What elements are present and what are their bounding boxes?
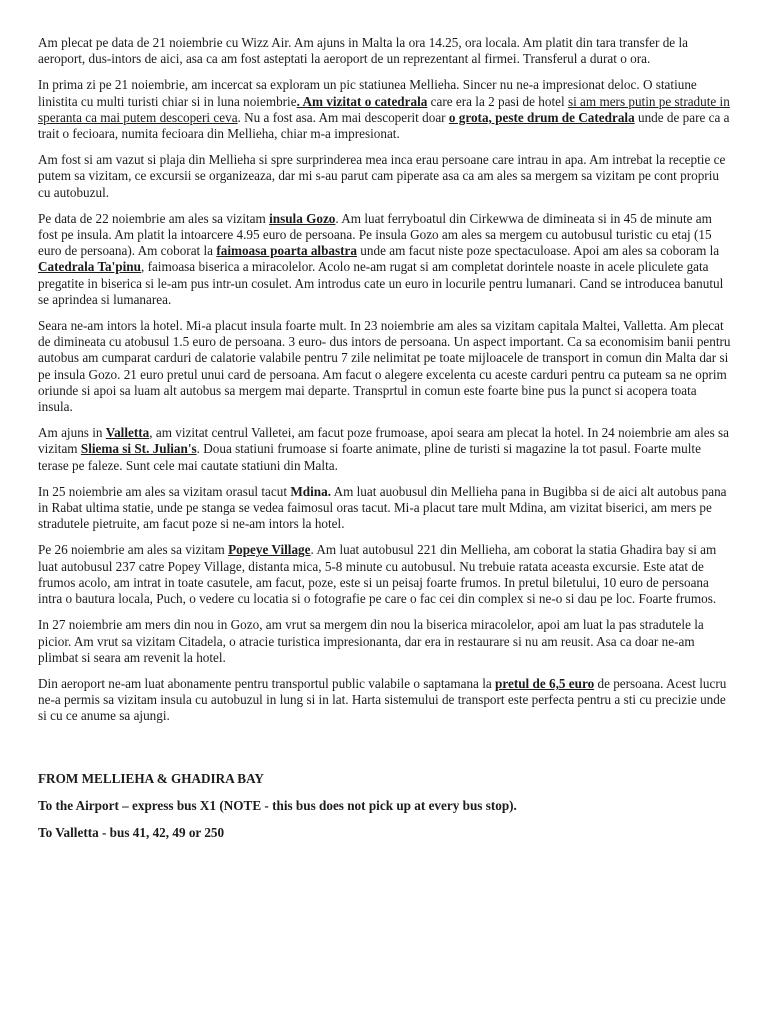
text-segment: Din aeroport ne-am luat abonamente pentru transportul public valabile o saptamana la <box>38 675 496 691</box>
text-segment: care era la 2 pasi de hotel <box>427 93 568 109</box>
text-segment: In 25 noiembrie am ales sa vizitam orasul tacut <box>38 483 291 499</box>
text-segment: In 27 noiembrie am mers din nou in Gozo, am vrut sa mergem din nou la biserica miracolelor, apoi am luat la pas stradutele la picior. Am vrut sa vizitam Citadela, o atracie turistica impresionanta, dar era in restaurare si nu am reusit. Asa ca doar ne-am plimbat si seara am revenit la hotel. <box>38 617 704 665</box>
inline-link[interactable]: insula Gozo <box>269 210 336 226</box>
inline-link[interactable]: Sliema si St. Julian's <box>80 441 197 457</box>
bold-text: Mdina. <box>290 483 331 499</box>
inline-link[interactable]: Valletta <box>105 425 150 441</box>
text-segment: In prima zi pe 21 noiembrie, am incercat sa exploram un pic statiunea Mellieha. Sincer nu ne-a impresionat deloc. O statiune linistita cu multi turisti chiar si in luna noiembrie <box>38 77 697 109</box>
text-segment: Pe data de 22 noiembrie am ales sa vizitam <box>38 210 270 226</box>
paragraph <box>38 484 734 533</box>
paragraph <box>38 35 734 67</box>
text-segment: Am plecat pe data de 21 noiembrie cu Wizz Air. Am ajuns in Malta la ora 14.25, ora locala. Am platit din tara transfer de la aeroport, dus-intors de aici, asa ca am fost asteptati la aeroport de un reprezentant al firmei. Transferul a durat o ora. <box>38 35 688 67</box>
paragraph <box>38 617 734 666</box>
inline-link[interactable]: faimoasa poarta albastra <box>216 243 357 259</box>
paragraph <box>38 211 734 308</box>
text-segment: Seara ne-am intors la hotel. Mi-a placut insula foarte mult. In 23 noiembrie am ales sa vizitam capitala Maltei, Valletta. Am plecat de dimineata cu atobusul 1.5 euro de persoana. 3 euro- dus intors de persoana. Un aspect important. Ca sa economisim banii pentru autobus am cumparat carduri de calatorie valabile pentru 7 zile nelimitat pe toate mijloacele de transport in comun din Malta dar si pe insula Gozo. 21 euro pretul unui card de persoana. Am facut o alegere excelenta cu aceste carduri pentru ca puteam sa ne oprim oriunde si apoi sa luam alt autobus sa mergem mai departe. Transprtul in comun este foarte bine pus la punct si acopera toata insula. <box>38 318 731 415</box>
text-segment: Am luat auobusul din Mellieha pana in Bugibba si de aici alt autobus pana in Rabat ultima statie, unde pe stanga se vedea faimosul oras tacut. Mi-a placut tare mult Mdina, am vizitat biserici, am mers pe stradutele pietruite, am facut poze si ne-am intors la hotel. <box>38 483 727 532</box>
text-segment: unde de pare ca a trait o fecioara, numita fecioara din Mellieha, chiar m-a impresionat. <box>38 109 730 142</box>
footer-heading: FROM MELLIEHA & GHADIRA BAY <box>38 770 264 786</box>
underlined-text: si am mers putin pe stradute in speranta ca mai putem descoperi ceva <box>38 93 730 125</box>
inline-link[interactable]: o grota, peste drum de Catedrala <box>448 109 635 125</box>
inline-link[interactable]: Catedrala Ta'pinu <box>38 259 141 275</box>
paragraph <box>38 152 734 201</box>
text-segment: . Doua statiuni frumoase si foarte animate, pline de turisti si magazine la tot pasul. Foarte multe terase pe faleze. Sunt cele mai cautate statiuni din Malta. <box>38 441 701 473</box>
text-segment: , am vizitat centrul Valletei, am facut poze frumoase, apoi seara am plecat la hotel. In 24 noiembrie am ales sa vizitam <box>38 425 730 457</box>
footer-airport-line: To the Airport – express bus X1 (NOTE - this bus does not pick up at every bus stop). <box>38 797 517 813</box>
inline-link[interactable]: pretul de 6,5 euro <box>495 675 595 691</box>
paragraph <box>38 425 734 474</box>
footer-valletta-line: To Valletta - bus 41, 42, 49 or 250 <box>38 824 225 840</box>
article-body <box>38 35 734 725</box>
text-segment: Pe 26 noiembrie am ales sa vizitam <box>38 542 229 558</box>
text-segment: Am ajuns in <box>38 425 106 441</box>
text-segment: Am fost si am vazut si plaja din Mellieha si spre surprinderea mea inca erau persoane care intrau in apa. Am intrebat la receptie ce putem sa vizitam, ce excursii se organizeaza, dar mi s-au parut cam piperate asa ca am ales sa mergem sa vizitam pe cont propriu cu autobuzul. <box>38 152 726 200</box>
text-segment: . Am luat autobusul 221 din Mellieha, am coborat la statia Ghadira bay si am luat autobusul 237 catre Popey Village, distanta mica, 5-8 minute cu autobusul. Nu trebuie ratata aceasta excursie. Este atat de frumos acolo, am intrat in toate casutele, am facut, poze, este si un peisaj foarte frumos. In pretul biletului, 10 euro de persoana intra o bautura locala, Puch, o vedere cu locatia si o fotografie pe care o fac cei din complex si ne-o si dau pe loc. Foarte frumos. <box>38 542 717 607</box>
paragraph <box>38 77 734 142</box>
text-segment: , faimoasa biserica a miracolelor. Acolo ne-am rugat si am completat dorintele noaste in acele pliculete gata pregatite in biserica si le-am pus intr-un cosulet. Am introdus cate un euro in locurile pentru lumanari. Cand se introducea banutul se aprindea si lumanarea. <box>38 259 724 307</box>
text-segment: . Nu a fost asa. Am mai descoperit doar <box>237 109 449 125</box>
text-segment: . Am luat ferryboatul din Cirkewwa de dimineata si in 45 de minute am fost pe insula. Am platit la intoarcere 4.95 euro de persoana. Pe insula Gozo am ales sa mergem cu autobusul turistic cu etaj (15 euro de persoana). Am coborat la <box>38 210 712 259</box>
section-gap <box>38 735 734 771</box>
document-page <box>38 35 734 852</box>
text-segment: de persoana. Acest lucru ne-a permis sa vizitam insula cu autobuzul in lung si in lat. Harta sistemului de transport este perfecta pentru a sti cu precizie unde si cu ce anume sa ajungi. <box>38 675 727 724</box>
paragraph <box>38 542 734 607</box>
paragraph <box>38 676 734 725</box>
inline-link[interactable]: . Am vizitat o catedrala <box>296 93 428 109</box>
text-segment: unde am facut niste poze spectaculoase. Apoi am ales sa coboram la <box>357 243 720 259</box>
paragraph <box>38 318 734 415</box>
inline-link[interactable]: Popeye Village <box>228 542 311 558</box>
